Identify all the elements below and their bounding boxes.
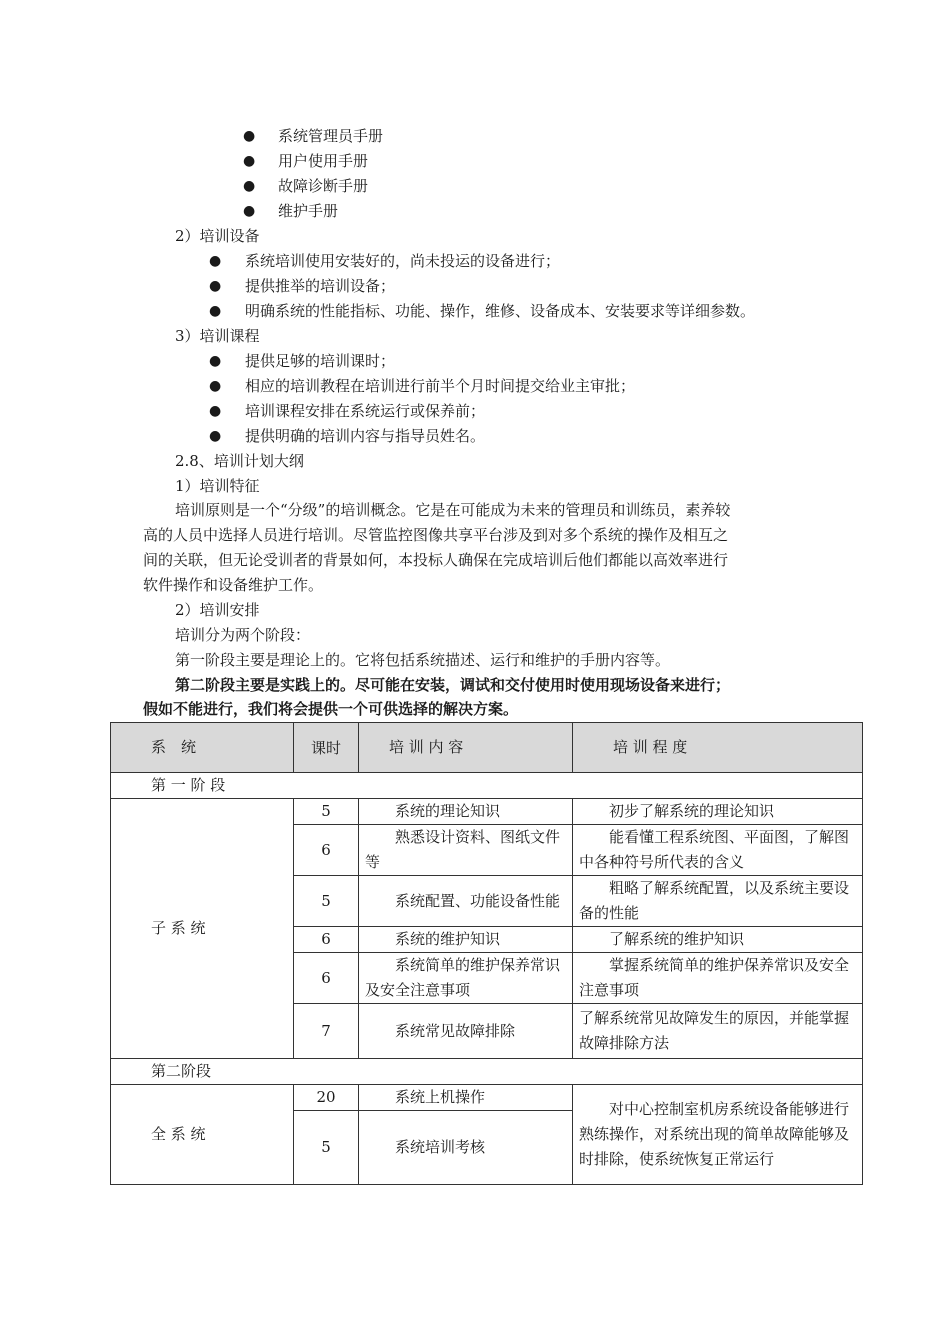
level-cell: 对中心控制室机房系统设备能够进行熟练操作，对系统出现的简单故障能够及时排除，使系统恢复正常运行 — [573, 1085, 863, 1185]
arrange-heading: 2）培训安排 — [175, 601, 260, 619]
stage-row — [111, 1059, 863, 1085]
header-hours: 课时 — [294, 723, 359, 773]
course-item: 提供足够的培训课时； — [245, 352, 396, 370]
stage2-label: 第二阶段 — [111, 1059, 863, 1085]
manual-item: 维护手册 — [278, 202, 339, 220]
level-cell: 能看懂工程系统图、平面图，了解图中各种符号所代表的含义 — [573, 825, 863, 876]
hours-cell: 6 — [294, 927, 359, 953]
bullet-icon: ● — [243, 203, 256, 219]
course-item: 相应的培训教程在培训进行前半个月时间提交给业主审批； — [245, 377, 636, 395]
bullet-icon: ● — [243, 178, 256, 194]
course-item: 提供明确的培训内容与指导员姓名。 — [245, 427, 486, 445]
bullet-icon: ● — [209, 278, 222, 294]
bullet-icon: ● — [209, 378, 222, 394]
table-row — [111, 1085, 863, 1111]
training-plan-table — [110, 722, 863, 1185]
arrange-line: 第一阶段主要是理论上的。它将包括系统描述、运行和维护的手册内容等。 — [175, 651, 671, 669]
feature-line: 培训原则是一个“分级”的培训概念。它是在可能成为未来的管理员和训练员，素养较 — [175, 501, 731, 519]
level-cell: 初步了解系统的理论知识 — [573, 799, 863, 825]
hours-cell: 6 — [294, 953, 359, 1004]
feature-line: 软件操作和设备维护工作。 — [143, 576, 324, 594]
equipment-item: 明确系统的性能指标、功能、操作，维修、设备成本、安装要求等详细参数。 — [245, 302, 756, 320]
content-cell: 系统常见故障排除 — [359, 1004, 573, 1059]
content-cell: 系统配置、功能设备性能 — [359, 876, 573, 927]
hours-cell: 5 — [294, 876, 359, 927]
feature-heading: 1）培训特征 — [175, 477, 260, 495]
level-cell: 粗略了解系统配置，以及系统主要设备的性能 — [573, 876, 863, 927]
header-content: 培 训 内 容 — [359, 723, 573, 773]
content-cell: 熟悉设计资料、图纸文件等 — [359, 825, 573, 876]
bullet-icon: ● — [209, 403, 222, 419]
equipment-heading: 2）培训设备 — [175, 227, 260, 245]
arrange-line: 培训分为两个阶段： — [175, 626, 311, 644]
content-cell: 系统培训考核 — [359, 1111, 573, 1185]
group2-label: 全 系 统 — [111, 1085, 294, 1185]
stage2-bold-line: 第二阶段主要是实践上的。尽可能在安装，调试和交付使用时使用现场设备来进行； — [175, 676, 731, 694]
group1-label: 子 系 统 — [111, 799, 294, 1059]
header-system: 系 统 — [111, 723, 294, 773]
content-cell: 系统上机操作 — [359, 1085, 573, 1111]
equipment-item: 提供推举的培训设备； — [245, 277, 396, 295]
hours-cell: 6 — [294, 825, 359, 876]
bullet-icon: ● — [243, 128, 256, 144]
bullet-icon: ● — [209, 353, 222, 369]
bullet-icon: ● — [209, 303, 222, 319]
level-cell: 了解系统常见故障发生的原因，并能掌握故障排除方法 — [573, 1004, 863, 1059]
stage2-bold-line: 假如不能进行，我们将会提供一个可供选择的解决方案。 — [143, 700, 519, 718]
bullet-icon: ● — [243, 153, 256, 169]
content-cell: 系统的理论知识 — [359, 799, 573, 825]
manual-item: 故障诊断手册 — [278, 177, 369, 195]
bullet-icon: ● — [209, 253, 222, 269]
courses-heading: 3）培训课程 — [175, 327, 260, 345]
stage-row — [111, 773, 863, 799]
hours-cell: 7 — [294, 1004, 359, 1059]
content-cell: 系统简单的维护保养常识及安全注意事项 — [359, 953, 573, 1004]
course-item: 培训课程安排在系统运行或保养前； — [245, 402, 486, 420]
feature-line: 间的关联，但无论受训者的背景如何，本投标人确保在完成培训后他们都能以高效率进行 — [143, 551, 729, 569]
feature-line: 高的人员中选择人员进行培训。尽管监控图像共享平台涉及到对多个系统的操作及相互之 — [143, 526, 729, 544]
level-cell: 了解系统的维护知识 — [573, 927, 863, 953]
table-row — [111, 799, 863, 825]
bullet-icon: ● — [209, 428, 222, 444]
manual-item: 用户使用手册 — [278, 152, 369, 170]
hours-cell: 20 — [294, 1085, 359, 1111]
content-cell: 系统的维护知识 — [359, 927, 573, 953]
stage1-label: 第 一 阶 段 — [111, 773, 863, 799]
hours-cell: 5 — [294, 1111, 359, 1185]
table-header-row — [111, 723, 863, 773]
header-level: 培 训 程 度 — [573, 723, 863, 773]
hours-cell: 5 — [294, 799, 359, 825]
manual-item: 系统管理员手册 — [278, 127, 384, 145]
outline-heading: 2.8、培训计划大纲 — [175, 452, 304, 470]
equipment-item: 系统培训使用安装好的，尚未投运的设备进行； — [245, 252, 561, 270]
level-cell: 掌握系统简单的维护保养常识及安全注意事项 — [573, 953, 863, 1004]
